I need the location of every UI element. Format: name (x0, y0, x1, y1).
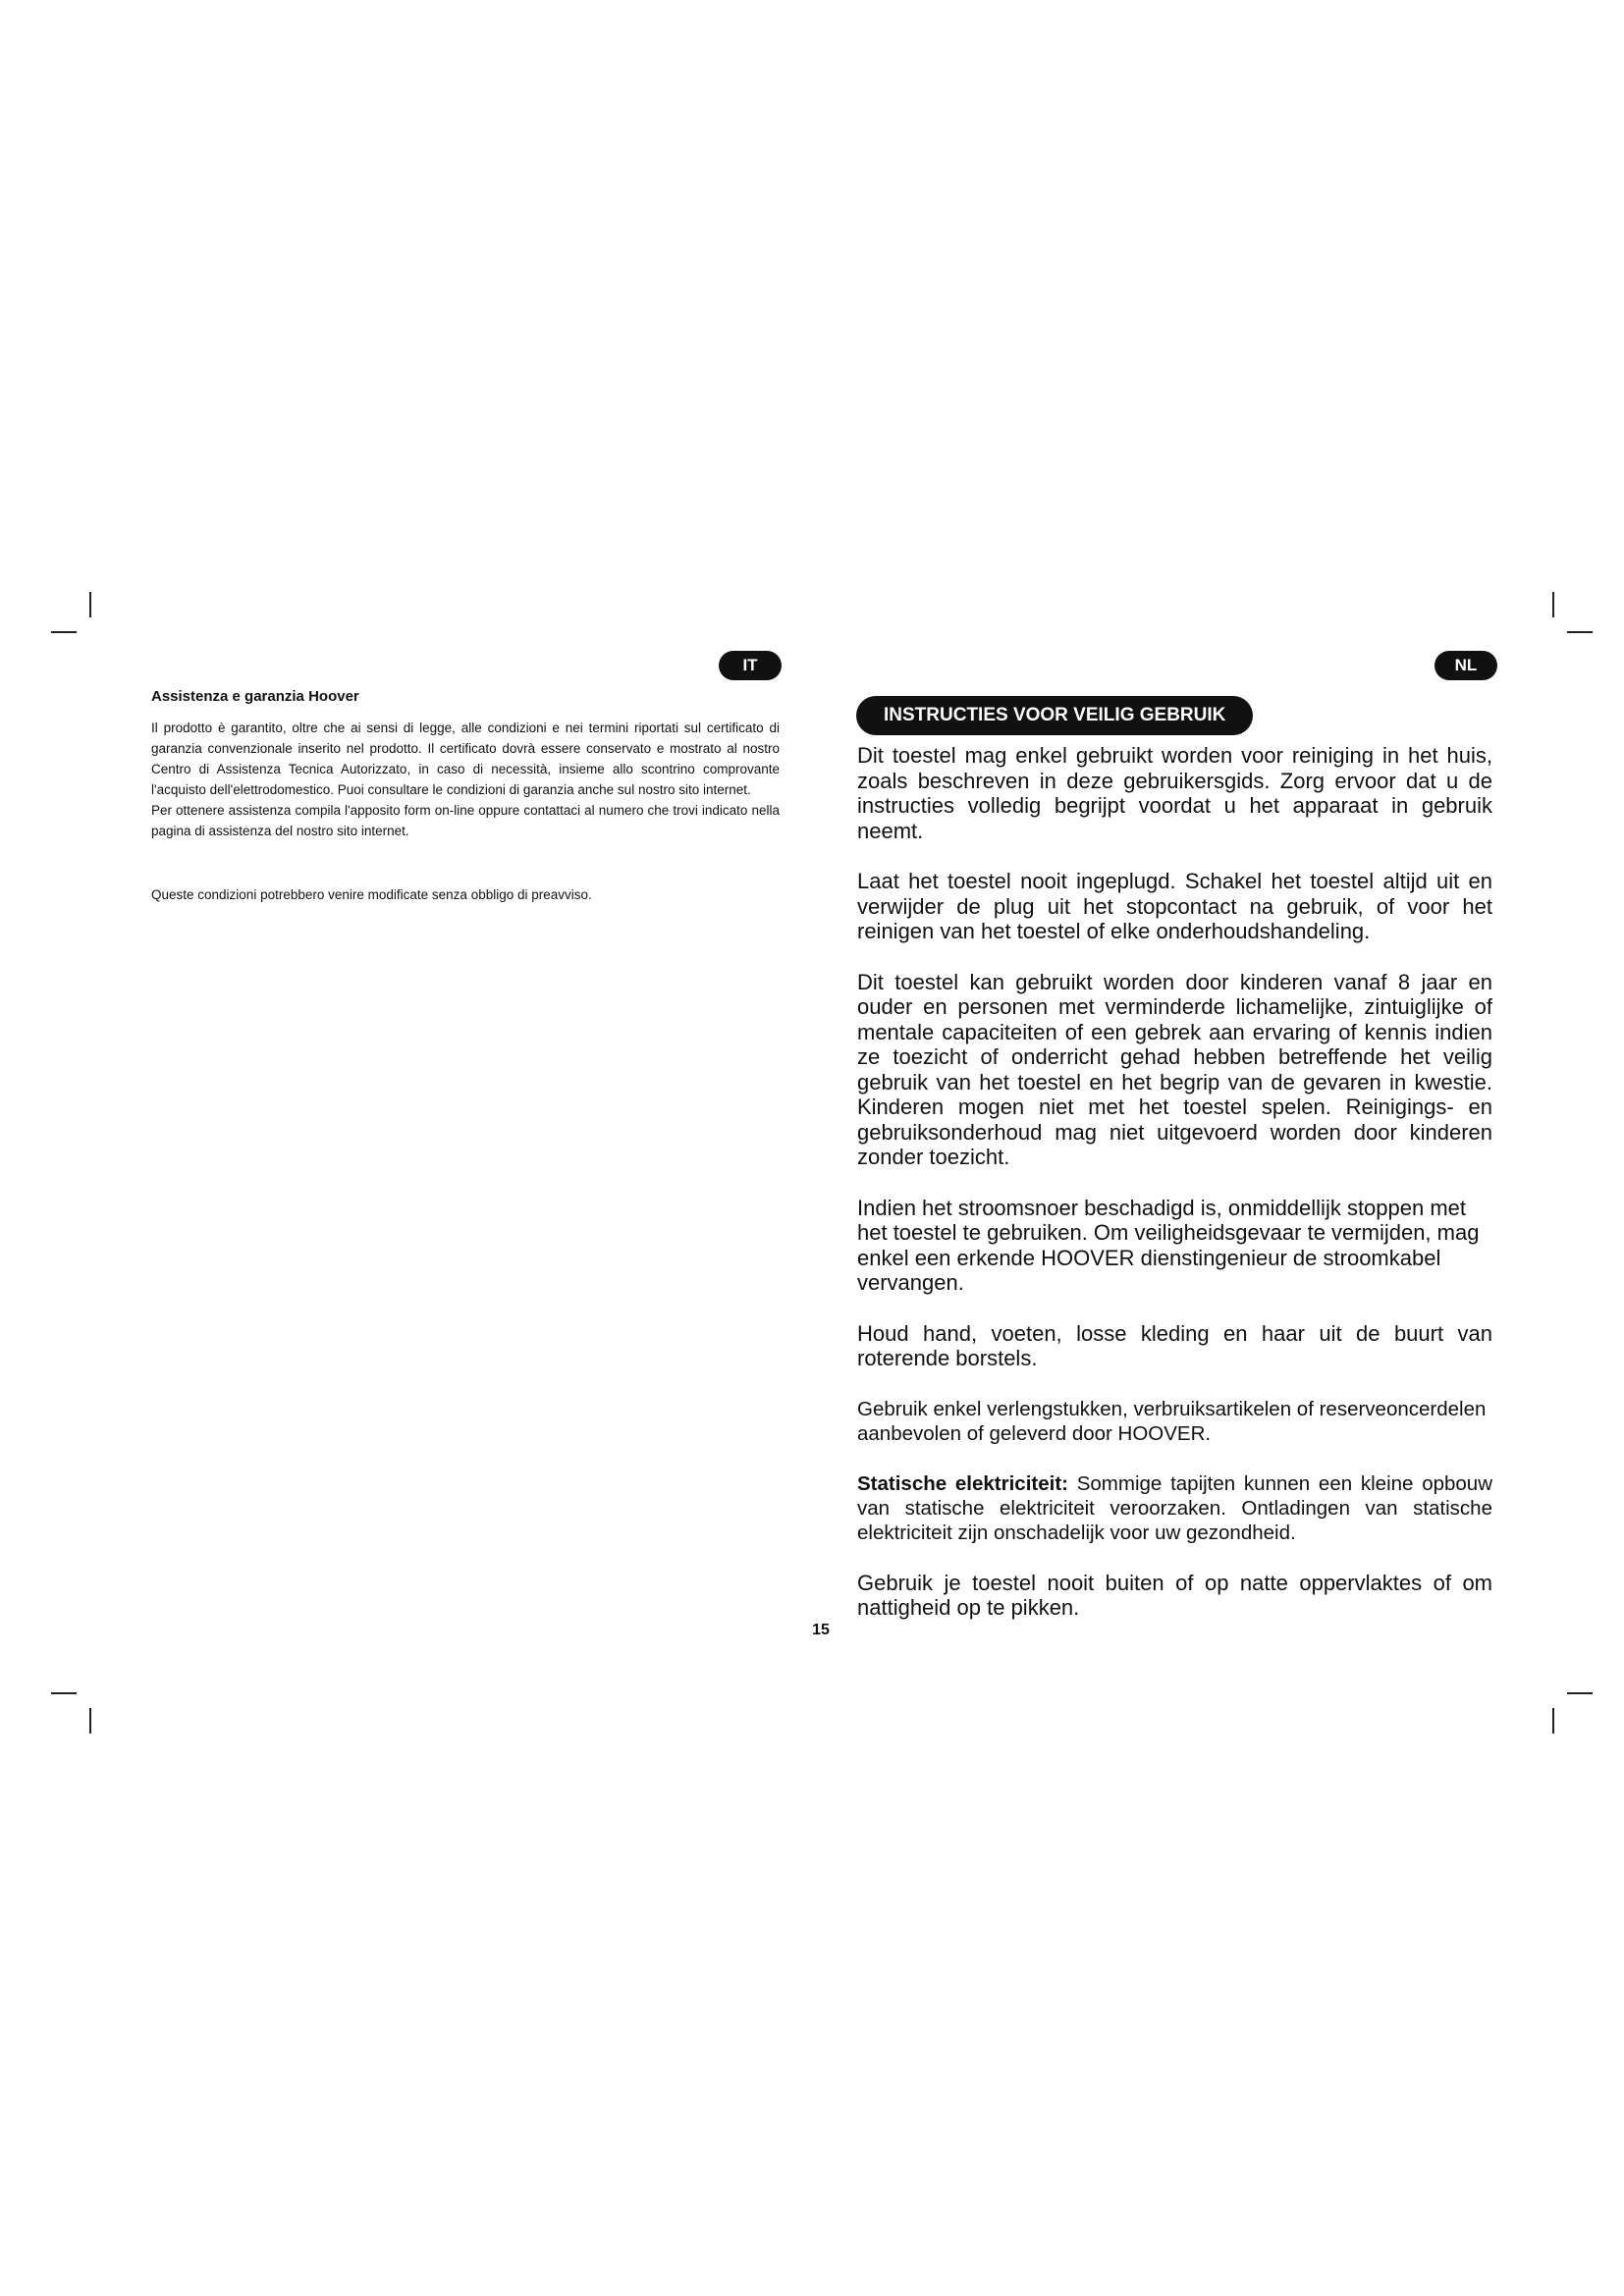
page-number: 15 (812, 1622, 830, 1638)
instruction-paragraph: Gebruik enkel verlengstukken, verbruiksartikelen of reserveoncerdelen aanbevolen of geleverd door HOOVER. (857, 1397, 1487, 1445)
safety-instructions (857, 743, 1492, 1646)
warranty-text (151, 718, 780, 841)
instruction-paragraph: Gebruik je toestel nooit buiten of op natte oppervlaktes of om nattigheid op te pikken. (857, 1570, 1492, 1620)
crop-mark (1552, 592, 1554, 617)
language-badge-nl: NL (1435, 651, 1497, 680)
crop-mark (1567, 1692, 1593, 1694)
crop-mark (51, 1692, 77, 1694)
crop-mark (1552, 1708, 1554, 1734)
instruction-paragraph: Indien het stroomsnoer beschadigd is, onmiddellijk stoppen met het toestel te gebruiken. Om veiligheidsgevaar te vermijden, mag enkel een erkende HOOVER dienstingenieur de stroomkabel vervangen. (857, 1195, 1480, 1295)
static-electricity-label: Statische elektriciteit: (857, 1471, 1068, 1495)
instruction-paragraph: Dit toestel kan gebruikt worden door kinderen vanaf 8 jaar en ouder en personen met verminderde lichamelijke, zintuiglijke of mentale capaciteiten of een gebrek aan ervaring of kennis indien ze toezicht of onderricht gehad hebben betreffende het veilig gebruik van het toestel en het begrip van de gevaren in kwestie. Kinderen mogen niet met het toestel spelen. Reinigings- en gebruiksonderhoud mag niet uitgevoerd worden door kinderen zonder toezicht. (857, 969, 1492, 1169)
warranty-paragraph: Il prodotto è garantito, oltre che ai sensi di legge, alle condizioni e nei termini riportati sul certificato di garanzia convenzionale inserito nel prodotto. Il certificato dovrà essere conservato e mostrato al nostro Centro di Assistenza Tecnica Autorizzato, in caso di necessità, insieme allo scontrino comprovante l'acquisto dell'elettrodomestico. Puoi consultare le condizioni di garanzia anche sul nostro sito internet. (151, 721, 780, 797)
disclaimer-note: Queste condizioni potrebbero venire modificate senza obbligo di preavviso. (151, 887, 592, 902)
static-electricity-paragraph (857, 1471, 1492, 1545)
crop-mark (89, 592, 91, 617)
static-electricity-text: Sommige tapijten kunnen een kleine opbouw van statische elektriciteit veroorzaken. Ontladingen van statische elektriciteit zijn onschadelijk voor uw gezondheid. (857, 1471, 1493, 1544)
safety-heading: INSTRUCTIES VOOR VEILIG GEBRUIK (856, 696, 1253, 735)
assistance-paragraph: Per ottenere assistenza compila l'apposito form on-line oppure contattaci al numero che trovi indicato nella pagina di assistenza del nostro sito internet. (151, 803, 780, 838)
crop-mark (1567, 631, 1593, 633)
language-badge-it: IT (719, 651, 782, 680)
instruction-paragraph: Dit toestel mag enkel gebruikt worden voor reiniging in het huis, zoals beschreven in deze gebruikersgids. Zorg ervoor dat u de instructies volledig begrijpt voordat u het apparaat in gebruik neemt. (857, 743, 1492, 843)
crop-mark (51, 631, 77, 633)
section-title: Assistenza e garanzia Hoover (151, 688, 359, 705)
instruction-paragraph: Laat het toestel nooit ingeplugd. Schakel het toestel altijd uit en verwijder de plug uit het stopcontact na gebruik, of voor het reinigen van het toestel of elke onderhoudshandeling. (857, 869, 1492, 943)
instruction-paragraph: Houd hand, voeten, losse kleding en haar uit de buurt van roterende borstels. (857, 1320, 1492, 1370)
crop-mark (89, 1708, 91, 1734)
